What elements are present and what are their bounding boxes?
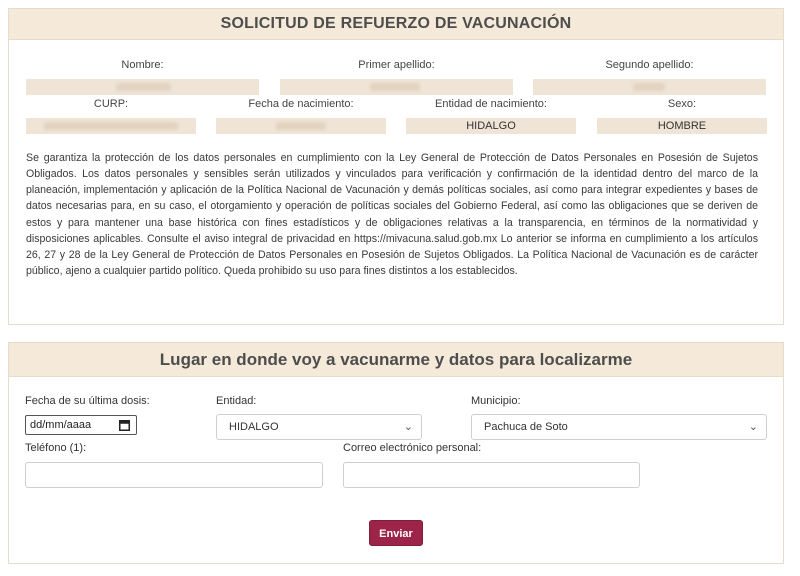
- entidad-nacimiento-label: Entidad de nacimiento:: [435, 98, 547, 110]
- calendar-icon[interactable]: [119, 418, 130, 436]
- sexo-label: Sexo:: [667, 98, 697, 110]
- curp-value: [26, 118, 196, 134]
- chevron-down-icon: ⌄: [748, 421, 758, 433]
- correo-label: Correo electrónico personal:: [343, 442, 482, 454]
- correo-input[interactable]: [343, 462, 640, 488]
- segundo-apellido-value: [533, 79, 766, 95]
- redacted-text: [276, 122, 326, 130]
- date-placeholder: dd/mm/aaaa: [30, 419, 92, 431]
- fecha-ultima-dosis-input[interactable]: [25, 415, 137, 435]
- municipio-select[interactable]: [471, 414, 767, 440]
- municipio-label: Municipio:: [471, 395, 521, 407]
- redacted-text: [116, 83, 171, 91]
- entidad-selected: HIDALGO: [229, 421, 279, 433]
- primer-apellido-label: Primer apellido:: [358, 59, 435, 71]
- segundo-apellido-label: Segundo apellido:: [605, 59, 694, 71]
- nombre-value: [26, 79, 259, 95]
- telefono-input[interactable]: [25, 462, 323, 488]
- fecha-ultima-dosis-label: Fecha de su última dosis:: [25, 395, 150, 407]
- chevron-down-icon: ⌄: [403, 421, 413, 433]
- solicitud-title: SOLICITUD DE REFUERZO DE VACUNACIÓN: [9, 9, 783, 40]
- primer-apellido-value: [280, 79, 513, 95]
- entidad-label: Entidad:: [216, 395, 257, 407]
- fecha-nacimiento-label: Fecha de nacimiento:: [248, 98, 354, 110]
- redacted-text: [633, 83, 665, 91]
- lugar-title: Lugar en donde voy a vacunarme y datos para localizarme: [9, 343, 783, 377]
- telefono-label: Teléfono (1):: [25, 442, 87, 454]
- privacy-notice: Se garantiza la protección de los datos personales en cumplimiento con la Ley General de Protección de Datos Personales en Posesión de Sujetos Obligados. Los datos personales y sensibles serán utilizados y vinculados para verificación y confirmación de la identidad dentro del marco de la planeación, implementación y aplicación de la Política Nacional de Vacunación y demás políticas sociales, así como para integrar expedientes y bases de datos necesarias para, en su caso, el otorgamiento y operación de políticas sociales del Gobierno Federal, así como las obligaciones que se deriven de estos y para mantener una base histórica con fines estadísticos y de obligaciones relativas a la transparencia, en términos de la normatividad y disposiciones aplicables. Consulte el aviso integral de privacidad en https://mivacuna.salud.gob.mx Lo anterior se informa en cumplimiento a los artículos 26, 27 y 28 de la Ley General de Protección de Datos Personales en Posesión de Sujetos Obligados. La Política Nacional de Vacunación es de carácter público, ajeno a cualquier partido político. Queda prohibido su uso para fines distintos a los establecidos.: [26, 152, 758, 278]
- curp-label: CURP:: [93, 98, 129, 110]
- sexo-value: HOMBRE: [597, 118, 767, 134]
- fecha-nacimiento-value: [216, 118, 386, 134]
- redacted-text: [370, 83, 420, 91]
- enviar-button[interactable]: Enviar: [369, 520, 423, 546]
- entidad-select[interactable]: [216, 414, 422, 440]
- nombre-label: Nombre:: [121, 59, 164, 71]
- municipio-selected: Pachuca de Soto: [484, 421, 568, 433]
- entidad-nacimiento-value: HIDALGO: [406, 118, 576, 134]
- redacted-text: [44, 122, 178, 130]
